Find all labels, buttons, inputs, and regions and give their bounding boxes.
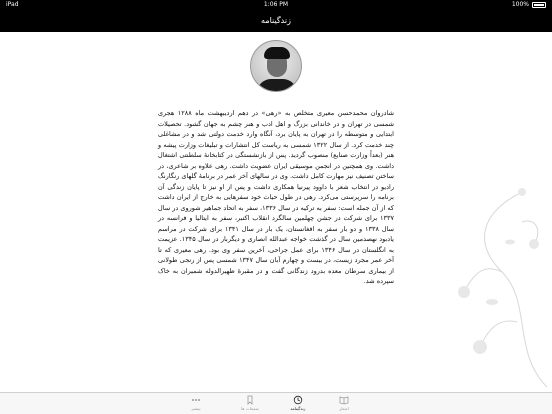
floral-decoration	[442, 182, 552, 392]
book-icon	[339, 395, 349, 405]
biography-text: شادروان محمدحسن معیری متخلص به «رهی» در دهم اردیبهشت ماه ۱۲۸۸ هجری شمسی در تهران و در خاندانی بزرگ و اهل ادب و هنر چشم به جهان گشود. تحصیلات ابتدایی و متوسطه را در تهران به پایان برد، آنگاه وارد خدمت دولتی شد و در مشاغلی چند خدمت کرد. از سال ۱۳۲۲ شمسی به ریاست کل انتشارات و تبلیغات وزارت پیشه و هنر (بعداً وزارت صنایع) منصوب گردید. پس از بازنشستگی در کتابخانهٔ سلطنتی اشتغال داشت. وی همچنین در انجمن موسیقی ایران عضویت داشت. رهی علاوه بر شاعری، در ساختن تصنیف نیز مهارت کامل داشت. وی در سالهای آخر عمر در برنامهٔ گلهای رنگارنگ رادیو در انتخاب شعر با داوود پیرنیا همکاری داشت و پس از او نیز تا پایان زندگی آن برنامه را سرپرستی می‌کرد. رهی در طول حیات خود سفرهایی به خارج از ایران داشت که از آن جمله است: سفر به ترکیه در سال ۱۳۳۶، سفر به اتحاد جماهیر شوروی در سال ۱۳۳۷ برای شرکت در جشن چهلمین سالگرد انقلاب اکتبر، سفر به ایتالیا و فرانسه در سال ۱۳۳۸ و دو بار سفر به افغانستان، یک بار در سال ۱۳۴۱ برای شرکت در مراسم یادبود نهصدمین سال در گذشت خواجه عبدالله انصاری و دیگربار در سال ۱۳۴۵. عزیمت به انگلستان در سال ۱۳۴۶ برای عمل جراحی، آخرین سفر وی بود. رهی معیری که تا آخر عمر مجرد زیست، در بیست و چهارم آبان سال ۱۳۴۷ شمسی پس از رنجی طولانی از بیماری سرطان معده بدرود زندگانی گفت و در مقبرهٔ ظهیرالدوله شمیران به خاک سپرده شد.	[158, 109, 394, 285]
tab-poems[interactable]	[324, 395, 364, 411]
status-bar	[0, 0, 552, 10]
poet-portrait	[250, 40, 302, 92]
navigation-bar	[0, 10, 552, 32]
status-time: 1:06 PM	[263, 1, 289, 8]
history-icon	[293, 395, 303, 405]
more-icon	[191, 395, 201, 405]
page-title: زندگینامه	[261, 16, 291, 25]
tab-more-label: بیشتر	[191, 406, 201, 411]
tab-biography[interactable]	[278, 395, 318, 411]
biography-page	[0, 32, 552, 392]
tab-more[interactable]	[176, 395, 216, 411]
bookmarks-icon	[245, 395, 255, 405]
tab-bookmarks-label: صفحات ها	[241, 406, 259, 411]
portrait-shoulders	[257, 79, 297, 92]
tab-poems-label: اشعار	[339, 406, 349, 411]
portrait-hair	[264, 47, 290, 59]
battery-percent: 100%	[511, 1, 529, 8]
device-label: iPad	[6, 1, 19, 8]
tab-bar	[0, 392, 552, 414]
battery-indicator	[512, 1, 546, 8]
tab-bookmarks[interactable]	[230, 395, 270, 411]
battery-icon	[532, 2, 546, 8]
tab-biography-label: زندگینامه	[290, 406, 306, 411]
